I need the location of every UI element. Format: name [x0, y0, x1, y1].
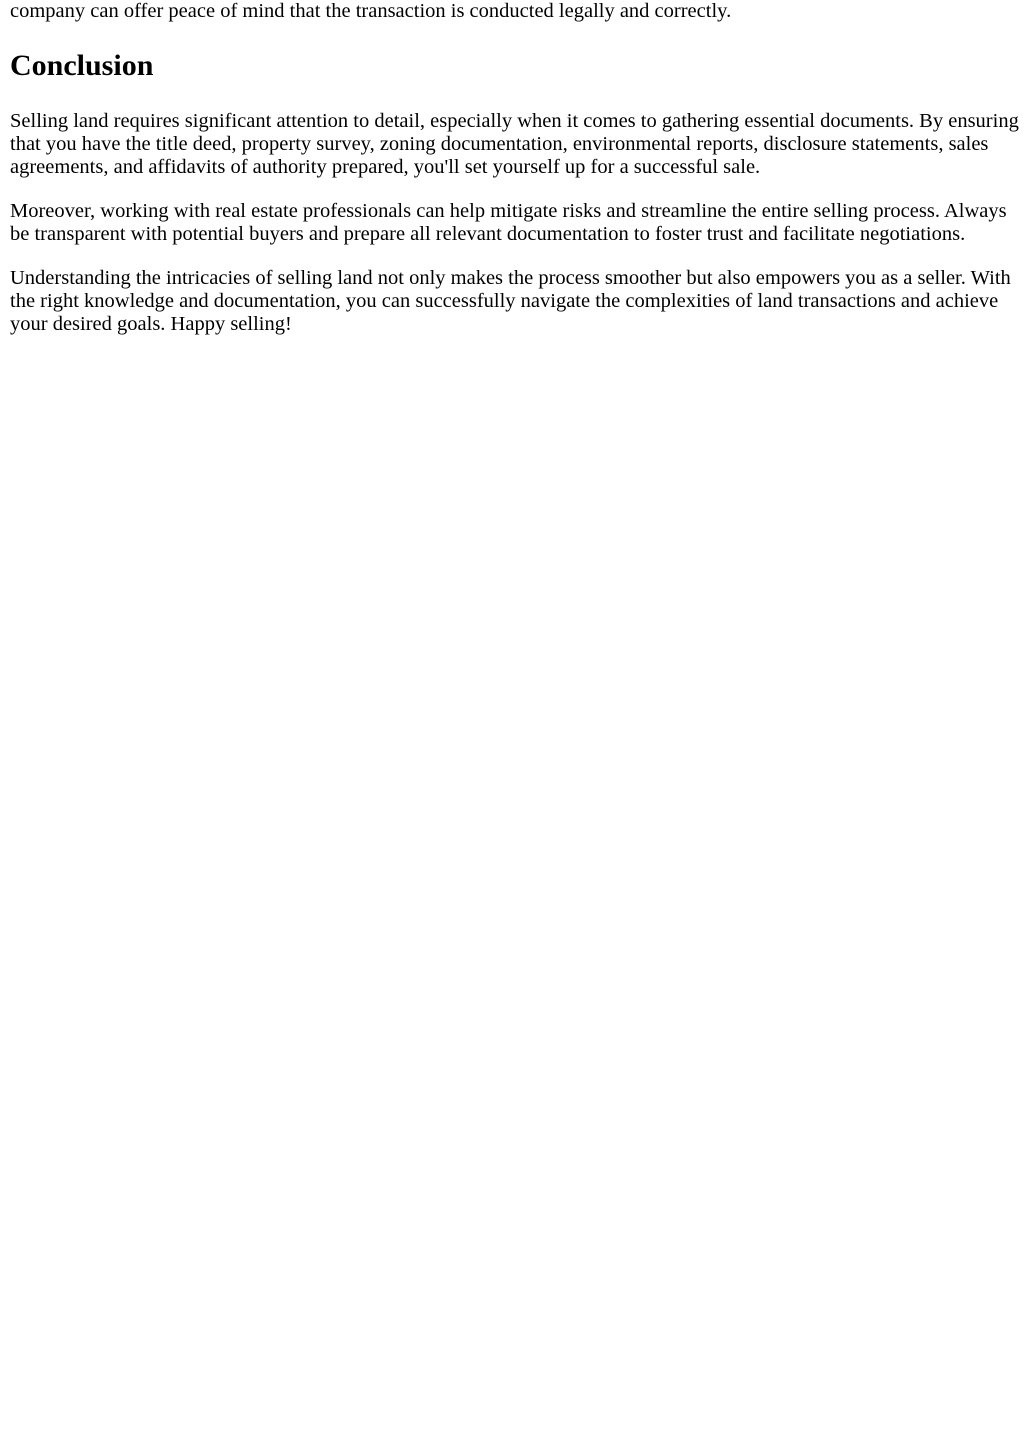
conclusion-paragraph-2: Moreover, working with real estate professionals can help mitigate risks and streamline the entire selling process. Always be transparent with potential buyers and prepare all relevant documentation to foster trust and facilitate negotiations. — [10, 200, 1007, 245]
previous-paragraph-tail: company can offer peace of mind that the transaction is conducted legally and correctly. — [10, 0, 732, 22]
conclusion-heading: Conclusion — [10, 49, 154, 82]
conclusion-paragraph-3: Understanding the intricacies of selling land not only makes the process smoother but also empowers you as a seller. With the right knowledge and documentation, you can successfully navigate the complexities of land transactions and achieve your desired goals. Happy selling! — [10, 267, 1011, 335]
conclusion-paragraph-1: Selling land requires significant attention to detail, especially when it comes to gathering essential documents. By ensuring that you have the title deed, property survey, zoning documentation, environmental reports, disclosure statements, sales agreements, and affidavits of authority prepared, you'll set yourself up for a successful sale. — [10, 110, 1019, 178]
